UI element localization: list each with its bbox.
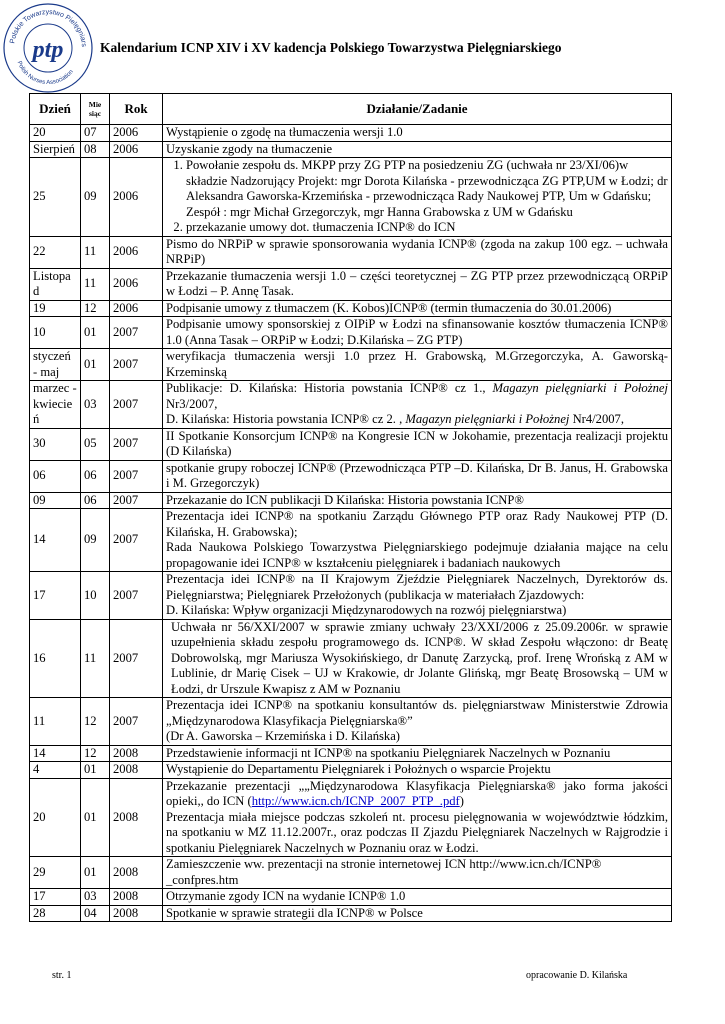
cell-year: 2008 xyxy=(110,889,163,906)
cell-month: 06 xyxy=(81,492,110,509)
action-line: D. Kilańska: Wpływ organizacji Międzynarodowych na rozwój pielęgniarstwa) xyxy=(166,603,567,617)
cell-action: Wystąpienie o zgodę na tłumaczenia wersji 1.0 xyxy=(163,125,672,142)
cell-day: 17 xyxy=(30,572,81,620)
cell-action: Przedstawienie informacji nt ICNP® na spotkaniu Pielęgniarek Naczelnych w Poznaniu xyxy=(163,745,672,762)
cell-year: 2007 xyxy=(110,317,163,349)
table-row xyxy=(30,125,672,142)
cell-day: 20 xyxy=(30,125,81,142)
table-row xyxy=(30,141,672,158)
cell-action: Przekazanie do ICN publikacji D Kilańska: Historia powstania ICNP® xyxy=(163,492,672,509)
cell-month: 01 xyxy=(81,762,110,779)
cell-month: 05 xyxy=(81,428,110,460)
cell-year: 2008 xyxy=(110,745,163,762)
cell-month: 12 xyxy=(81,698,110,746)
header-year: Rok xyxy=(110,94,163,125)
document-title: Kalendarium ICNP XIV i XV kadencja Polskiego Towarzystwa Pielęgniarskiego xyxy=(100,40,562,55)
list-item: 2. przekazanie umowy dot. tłumaczenia ICNP® do ICN xyxy=(186,220,668,236)
cell-month: 12 xyxy=(81,300,110,317)
publication-issue: Nr4/2007, xyxy=(569,412,624,426)
header-month: Mie siąc xyxy=(81,94,110,125)
cell-day: 06 xyxy=(30,460,81,492)
table-row xyxy=(30,492,672,509)
table-row xyxy=(30,762,672,779)
cell-year: 2007 xyxy=(110,572,163,620)
cell-day: Sierpień xyxy=(30,141,81,158)
publication-text: D. Kilańska: Historia powstania ICNP® cz 2. , xyxy=(166,412,406,426)
cell-action: Podpisanie umowy sponsorskiej z OIPiP w Łodzi na sfinansowanie kosztów tłumaczenia ICNP® 1.0 (Anna Tasak – ORPiP w Łodzi; D.Kilańska – ZG PTP) xyxy=(163,317,672,349)
publication-journal: Magazyn pielęgniarki i Położnej xyxy=(492,381,668,395)
cell-day: 20 xyxy=(30,778,81,857)
cell-day: 09 xyxy=(30,492,81,509)
table-row xyxy=(30,509,672,572)
cell-day: 4 xyxy=(30,762,81,779)
cell-action: Uchwała nr 56/XXI/2007 w sprawie zmiany uchwały 23/XXI/2006 z 25.09.2006r. w sprawie uzupełnienia składu zespołu programowego ds. ICNP®. W skład Zespołu włączono: dr Beatę Dobrowolską, mgr Mariusza Wysokińskiego, dr Danutę Zarzycką, prof. Irenę Wrońską z AM w Lublinie, dr Marię Cisek – UJ w Krakowie, dr Jolante Glińską, mgr Beatę Brosowską – UM w Łodzi, dr Urszule Kwapisz z AM w Poznaniu xyxy=(163,619,672,698)
cell-year: 2007 xyxy=(110,619,163,698)
cell-month: 03 xyxy=(81,381,110,429)
action-line xyxy=(166,779,668,810)
cell-month: 01 xyxy=(81,778,110,857)
table-row xyxy=(30,905,672,922)
cell-day: 28 xyxy=(30,905,81,922)
author-note: opracowanie D. Kilańska xyxy=(526,970,628,981)
cell-year: 2006 xyxy=(110,300,163,317)
icnp-pdf-link[interactable]: http://www.icn.ch/ICNP_2007_PTP_.pdf xyxy=(251,794,460,808)
pnpt-logo xyxy=(0,0,96,96)
list-item: 1. Powołanie zespołu ds. MKPP przy ZG PTP na posiedzeniu ZG (uchwała nr 23/XI/06)w składzie Nadzorujący Projekt: mgr Dorota Kilańska - przewodnicząca ZG PTP,UM w Łodzi; dr Aleksandra Gaworska-Krzemińska - przewodnicząca Rady Naukowej PTP, Um w Gdańsku; Zespół : mgr Michał Grzegorczyk, mgr Hanna Grabowska z UM w Gdańsku xyxy=(186,158,668,220)
action-line: Prezentacja idei ICNP® na II Krajowym Zjeździe Pielęgniarek Naczelnych, Dyrektorów ds. Pielęgniarstwa; Pielęgniarek Przełożonych (publikacja w materiałach Zjazdowych: xyxy=(166,572,668,602)
cell-action: II Spotkanie Konsorcjum ICNP® na Kongresie ICN w Jokohamie, prezentacja realizacji projektu (D Kilańska) xyxy=(163,428,672,460)
cell-year: 2006 xyxy=(110,268,163,300)
action-line: Rada Naukowa Polskiego Towarzystwa Pielęgniarskiego podejmuje działania mające na celu propagowanie idei ICNP® w kształceniu pielęgniarek i badaniach naukowych xyxy=(166,540,668,570)
cell-year: 2007 xyxy=(110,428,163,460)
cell-year: 2007 xyxy=(110,492,163,509)
cell-month: 11 xyxy=(81,236,110,268)
cell-action: Przekazanie tłumaczenia wersji 1.0 – części teoretycznej – ZG PTP przez przewodniczącą ORPiP w Łodzi – P. Annę Tasak. xyxy=(163,268,672,300)
cell-action xyxy=(163,509,672,572)
cell-year: 2007 xyxy=(110,698,163,746)
action-line: Prezentacja idei ICNP® na spotkaniu Zarządu Głównego PTP oraz Rady Naukowej PTP (D. Kilańska, H. Grabowska); xyxy=(166,509,668,539)
cell-day: marzec - kwiecień xyxy=(30,381,81,429)
header-day: Dzień xyxy=(30,94,81,125)
cell-month: 01 xyxy=(81,857,110,889)
cell-action xyxy=(163,158,672,237)
cell-action: Uzyskanie zgody na tłumaczenie xyxy=(163,141,672,158)
publication-issue: Nr3/2007, xyxy=(166,396,218,411)
svg-text:Polish Nurses Association: Polish Nurses Association xyxy=(15,60,75,87)
cell-month: 04 xyxy=(81,905,110,922)
publication-text: Publikacje: D. Kilańska: Historia powstania ICNP® cz 1., xyxy=(166,381,493,395)
cell-day: 25 xyxy=(30,158,81,237)
cell-action: Otrzymanie zgody ICN na wydanie ICNP® 1.0 xyxy=(163,889,672,906)
table-row xyxy=(30,460,672,492)
publication-journal: Magazyn pielęgniarki i Położnej xyxy=(405,412,570,426)
cell-action: Zamieszczenie ww. prezentacji na stronie internetowej ICN http://www.icn.ch/ICNP® _confpres.htm xyxy=(163,857,672,889)
header-action: Działanie/Zadanie xyxy=(163,94,672,125)
cell-year: 2008 xyxy=(110,762,163,779)
cell-action xyxy=(163,572,672,620)
publication-line xyxy=(166,412,668,428)
table-row xyxy=(30,236,672,268)
action-text: Przekazanie prezentacji „„Międzynarodowa Klasyfikacja Pielęgniarska® jako forma jakości opieki,, do ICN ( xyxy=(166,778,668,808)
svg-text:ptp: ptp xyxy=(32,37,64,63)
cell-day: Listopad xyxy=(30,268,81,300)
cell-month: 09 xyxy=(81,158,110,237)
cell-year: 2006 xyxy=(110,236,163,268)
cell-month: 11 xyxy=(81,268,110,300)
table-row xyxy=(30,428,672,460)
cell-year: 2006 xyxy=(110,158,163,237)
table-header-row xyxy=(30,94,672,125)
publication-line xyxy=(166,381,668,412)
action-line: Prezentacja idei ICNP® na spotkaniu konsultantów ds. pielęgniarstwaw Ministerstwie Zdrowia „Międzynarodowa Klasyfikacja Pielęgniarska®” xyxy=(166,698,668,728)
cell-action: Spotkanie w sprawie strategii dla ICNP® w Polsce xyxy=(163,905,672,922)
svg-text:Polskie Towarzystwo Pielęgniar: Polskie Towarzystwo Pielęgniars xyxy=(9,8,88,48)
table-row xyxy=(30,349,672,381)
page-number: str. 1 xyxy=(52,970,72,981)
cell-day: 29 xyxy=(30,857,81,889)
cell-month: 03 xyxy=(81,889,110,906)
cell-year: 2008 xyxy=(110,778,163,857)
cell-month: 10 xyxy=(81,572,110,620)
cell-month: 11 xyxy=(81,619,110,698)
cell-month: 01 xyxy=(81,317,110,349)
cell-action: Podpisanie umowy z tłumaczem (K. Kobos)ICNP® (termin tłumaczenia do 30.01.2006) xyxy=(163,300,672,317)
cell-action: Wystąpienie do Departamentu Pielęgniarek i Położnych o wsparcie Projektu xyxy=(163,762,672,779)
cell-month: 12 xyxy=(81,745,110,762)
cell-month: 09 xyxy=(81,509,110,572)
cell-year: 2007 xyxy=(110,381,163,429)
cell-year: 2006 xyxy=(110,141,163,158)
action-line: (Dr A. Gaworska – Krzemińska i D. Kilańska) xyxy=(166,729,400,743)
table-row xyxy=(30,778,672,857)
cell-day: 14 xyxy=(30,745,81,762)
action-text: ) xyxy=(459,794,464,808)
cell-day: 19 xyxy=(30,300,81,317)
cell-action xyxy=(163,381,672,429)
cell-action xyxy=(163,778,672,857)
table-row xyxy=(30,381,672,429)
cell-year: 2006 xyxy=(110,125,163,142)
cell-day: 30 xyxy=(30,428,81,460)
cell-day: 16 xyxy=(30,619,81,698)
cell-year: 2007 xyxy=(110,509,163,572)
cell-action: spotkanie grupy roboczej ICNP® (Przewodnicząca PTP –D. Kilańska, Dr B. Janus, H. Grabowska i M. Grzegorczyk) xyxy=(163,460,672,492)
cell-day: styczeń - maj xyxy=(30,349,81,381)
cell-month: 08 xyxy=(81,141,110,158)
table-row xyxy=(30,619,672,698)
cell-day: 17 xyxy=(30,889,81,906)
table-row xyxy=(30,158,672,237)
table-row xyxy=(30,317,672,349)
action-list xyxy=(166,158,668,236)
cell-action: Pismo do NRPiP w sprawie sponsorowania wydania ICNP® (zgoda na zakup 100 egz. – uchwała NRPiP) xyxy=(163,236,672,268)
cell-day: 10 xyxy=(30,317,81,349)
cell-month: 01 xyxy=(81,349,110,381)
cell-year: 2008 xyxy=(110,857,163,889)
cell-month: 06 xyxy=(81,460,110,492)
table-row xyxy=(30,698,672,746)
cell-day: 14 xyxy=(30,509,81,572)
cell-day: 11 xyxy=(30,698,81,746)
cell-day: 22 xyxy=(30,236,81,268)
table-row xyxy=(30,300,672,317)
cell-action xyxy=(163,698,672,746)
table-row xyxy=(30,572,672,620)
cell-action: weryfikacja tłumaczenia wersji 1.0 przez H. Grabowską, M.Grzegorczyka, A. Gaworską-Krzeminską xyxy=(163,349,672,381)
cell-year: 2007 xyxy=(110,349,163,381)
cell-year: 2008 xyxy=(110,905,163,922)
cell-month: 07 xyxy=(81,125,110,142)
action-line: Prezentacja miała miejsce podczas szkoleń nt. procesu pielęgnowania w województwie łódzkim, na spotkaniu w MZ 11.12.2007r., oraz podczas II Zjazdu Pielęgniarek Naczelnych w Rajgrodzie i spotkaniu Pielęgniarek Naczelnych w Poznaniu oraz w Łodzi. xyxy=(166,809,668,855)
table-row xyxy=(30,268,672,300)
table-row xyxy=(30,857,672,889)
calendar-table xyxy=(29,93,672,922)
cell-year: 2007 xyxy=(110,460,163,492)
table-row xyxy=(30,745,672,762)
table-row xyxy=(30,889,672,906)
